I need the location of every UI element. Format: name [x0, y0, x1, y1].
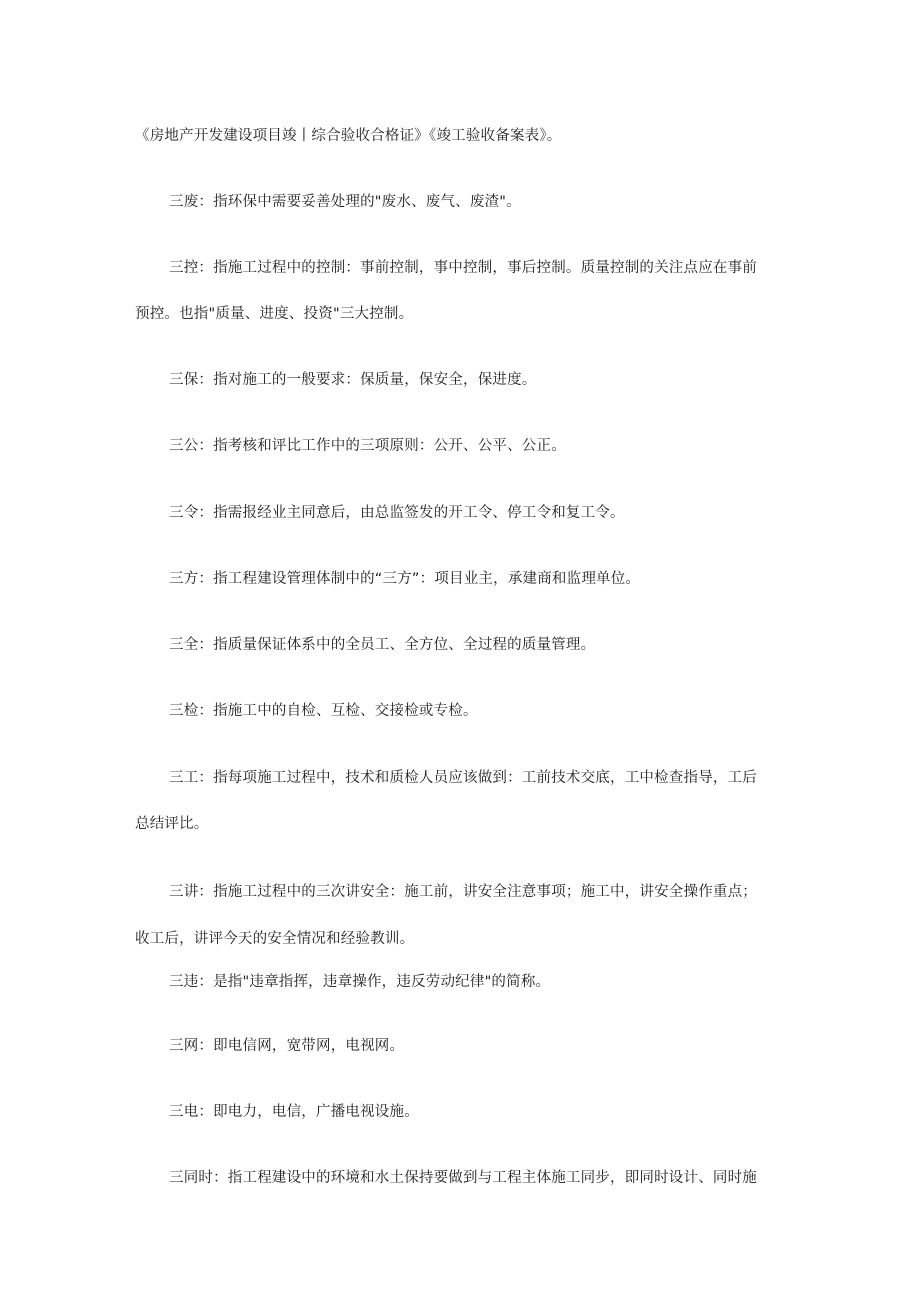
- text-line-three-simultaneities: 三同时：指工程建设中的环境和水土保持要做到与工程主体施工同步，即同时设计、同时施: [169, 1170, 757, 1186]
- text-line-certificates: 《房地产开发建设项目竣丨综合验收合格证》《竣工验收备案表》。: [135, 128, 562, 144]
- text-line-three-inspections: 三检：指施工中的自检、互检、交接检或专检。: [169, 703, 478, 719]
- text-line-three-parties: 三方：指工程建设管理体制中的“三方”：项目业主，承建商和监理单位。: [169, 571, 641, 587]
- text-line-three-controls-continued: 预控。也指"质量、进度、投资"三大控制。: [135, 306, 414, 322]
- text-line-three-work-stages: 三工：指每项施工过程中，技术和质检人员应该做到：工前技术交底，工中检查指导，工后: [169, 770, 757, 786]
- text-line-three-safety-talks-continued: 收工后，讲评今天的安全情况和经验教训。: [135, 931, 415, 947]
- text-line-three-networks: 三网：即电信网，宽带网，电视网。: [169, 1038, 405, 1054]
- text-line-three-guarantees: 三保：指对施工的一般要求：保质量，保安全，保进度。: [169, 372, 537, 388]
- text-line-three-utilities: 三电：即电力，电信，广播电视设施。: [169, 1104, 419, 1120]
- text-line-three-orders: 三令：指需报经业主同意后，由总监签发的开工令、停工令和复工令。: [169, 505, 625, 521]
- text-line-three-controls: 三控：指施工过程中的控制：事前控制，事中控制，事后控制。质量控制的关注点应在事前: [169, 260, 757, 276]
- text-line-three-wastes: 三废：指环保中需要妥善处理的"废水、废气、废渣"。: [169, 194, 521, 210]
- text-line-three-full: 三全：指质量保证体系中的全员工、全方位、全过程的质量管理。: [169, 637, 596, 653]
- text-line-three-safety-talks: 三讲：指施工过程中的三次讲安全：施工前，讲安全注意事项；施工中，讲安全操作重点；: [169, 884, 757, 900]
- text-line-three-violations: 三违：是指"违章指挥，违章操作，违反劳动纪律"的简称。: [169, 974, 551, 990]
- text-line-three-principles: 三公：指考核和评比工作中的三项原则：公开、公平、公正。: [169, 438, 566, 454]
- text-line-three-work-stages-continued: 总结评比。: [135, 816, 209, 832]
